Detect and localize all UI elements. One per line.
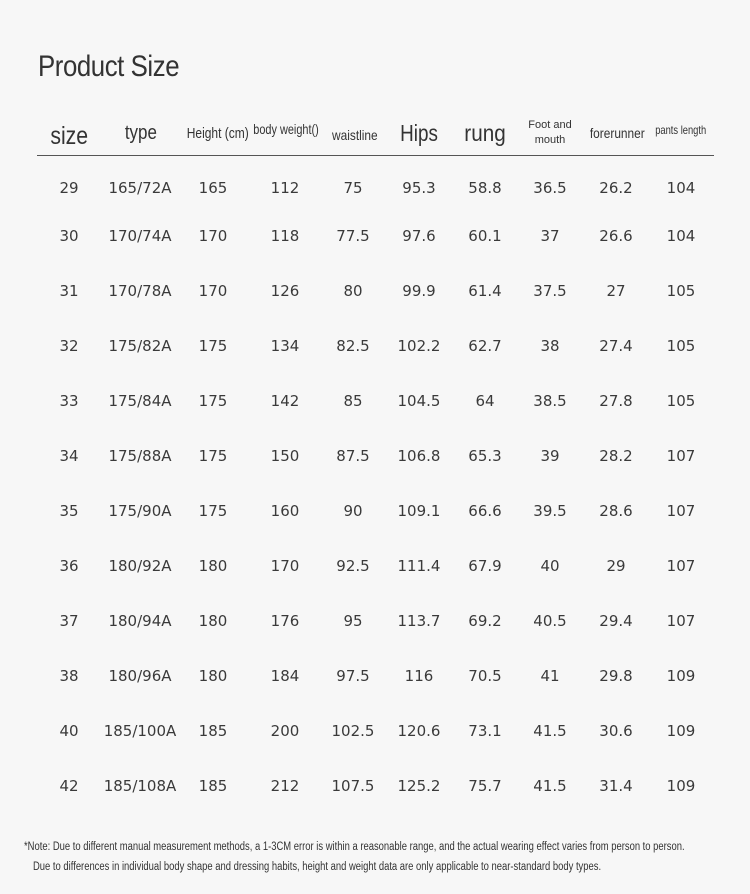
cell-height: 165 [198,179,228,197]
cell-type: 185/100A [103,722,177,740]
cell-type: 165/72A [108,179,172,197]
header-forerunner [584,110,650,156]
cell-body-weight: 112 [270,179,300,197]
cell-waistline: 82.5 [336,337,370,355]
cell-hips: 111.4 [397,557,441,575]
header-pants-length-label: pants length [655,123,707,137]
cell-body-weight: 126 [270,282,300,300]
cell-pants-length: 105 [666,392,696,410]
header-type [104,110,178,156]
cell-height: 170 [198,227,228,245]
table-row [0,331,750,361]
cell-foot-and-mouth: 40.5 [533,612,567,630]
header-body-weight [250,110,322,156]
cell-waistline: 80 [343,282,363,300]
cell-rung: 73.1 [468,722,502,740]
cell-body-weight: 212 [270,777,300,795]
cell-foot-and-mouth: 38.5 [533,392,567,410]
cell-pants-length: 107 [666,447,696,465]
cell-forerunner: 28.6 [599,502,633,520]
header-divider [37,155,714,156]
header-hips-label: Hips [400,119,438,146]
cell-pants-length: 104 [666,227,696,245]
cell-type: 175/90A [108,502,172,520]
cell-body-weight: 150 [270,447,300,465]
cell-size: 37 [59,612,79,630]
cell-body-weight: 142 [270,392,300,410]
cell-pants-length: 104 [666,179,696,197]
cell-rung: 60.1 [468,227,502,245]
cell-forerunner: 27.4 [599,337,633,355]
cell-body-weight: 118 [270,227,300,245]
cell-forerunner: 27.8 [599,392,633,410]
cell-hips: 104.5 [397,392,441,410]
cell-pants-length: 109 [666,777,696,795]
cell-size: 33 [59,392,79,410]
cell-size: 40 [59,722,79,740]
header-hips [386,110,452,156]
cell-waistline: 107.5 [331,777,375,795]
cell-size: 31 [59,282,79,300]
cell-foot-and-mouth: 37 [540,227,560,245]
cell-hips: 116 [404,667,434,685]
page-title: Product Size [38,50,180,83]
cell-size: 30 [59,227,79,245]
cell-body-weight: 176 [270,612,300,630]
cell-type: 170/74A [108,227,172,245]
table-header [0,110,750,156]
header-size [34,110,104,156]
cell-forerunner: 26.2 [599,179,633,197]
note-line-2: Due to differences in individual body shape and dressing habits, height and weight data are only applicable to near-standard body types. [33,861,602,873]
cell-hips: 99.9 [402,282,436,300]
cell-foot-and-mouth: 37.5 [533,282,567,300]
header-height-label: Height (cm) [186,124,249,142]
cell-hips: 95.3 [402,179,436,197]
cell-forerunner: 28.2 [599,447,633,465]
table-row [0,551,750,581]
cell-waistline: 95 [343,612,363,630]
cell-forerunner: 30.6 [599,722,633,740]
cell-forerunner: 29.8 [599,667,633,685]
cell-foot-and-mouth: 39 [540,447,560,465]
cell-type: 175/84A [108,392,172,410]
cell-rung: 69.2 [468,612,502,630]
cell-body-weight: 170 [270,557,300,575]
cell-size: 32 [59,337,79,355]
table-row [0,771,750,801]
cell-foot-and-mouth: 41.5 [533,777,567,795]
cell-hips: 120.6 [397,722,441,740]
cell-height: 175 [198,447,228,465]
cell-hips: 113.7 [397,612,441,630]
cell-forerunner: 29 [606,557,626,575]
table-row [0,221,750,251]
cell-hips: 97.6 [402,227,436,245]
cell-size: 34 [59,447,79,465]
cell-size: 38 [59,667,79,685]
cell-type: 180/94A [108,612,172,630]
cell-rung: 70.5 [468,667,502,685]
cell-waistline: 85 [343,392,363,410]
cell-rung: 61.4 [468,282,502,300]
cell-type: 180/96A [108,667,172,685]
header-foot-and-mouth-label: Foot and mouth [528,119,572,146]
cell-body-weight: 160 [270,502,300,520]
header-rung-label: rung [464,119,506,146]
cell-height: 180 [198,667,228,685]
cell-height: 185 [198,722,228,740]
cell-foot-and-mouth: 41.5 [533,722,567,740]
cell-rung: 75.7 [468,777,502,795]
cell-size: 35 [59,502,79,520]
cell-hips: 125.2 [397,777,441,795]
header-height [178,110,258,156]
table-row [0,441,750,471]
cell-foot-and-mouth: 41 [540,667,560,685]
cell-rung: 65.3 [468,447,502,465]
cell-hips: 106.8 [397,447,441,465]
cell-waistline: 97.5 [336,667,370,685]
cell-foot-and-mouth: 39.5 [533,502,567,520]
cell-height: 185 [198,777,228,795]
cell-foot-and-mouth: 40 [540,557,560,575]
cell-size: 29 [59,179,79,197]
cell-height: 170 [198,282,228,300]
cell-type: 185/108A [103,777,177,795]
header-rung [452,110,518,156]
cell-waistline: 75 [343,179,363,197]
note-line-1: *Note: Due to different manual measurement methods, a 1-3CM error is within a reasonable range, and the actual wearing effect varies from person to person. [24,841,685,853]
cell-rung: 58.8 [468,179,502,197]
table-row [0,386,750,416]
cell-body-weight: 184 [270,667,300,685]
cell-foot-and-mouth: 38 [540,337,560,355]
cell-waistline: 77.5 [336,227,370,245]
cell-foot-and-mouth: 36.5 [533,179,567,197]
cell-height: 180 [198,557,228,575]
header-pants-length [650,110,712,156]
cell-height: 175 [198,392,228,410]
cell-body-weight: 134 [270,337,300,355]
cell-forerunner: 27 [606,282,626,300]
cell-waistline: 87.5 [336,447,370,465]
cell-pants-length: 107 [666,502,696,520]
cell-pants-length: 105 [666,337,696,355]
cell-forerunner: 26.6 [599,227,633,245]
header-size-label: size [50,121,88,150]
table-row [0,276,750,306]
cell-rung: 67.9 [468,557,502,575]
cell-hips: 102.2 [397,337,441,355]
cell-pants-length: 109 [666,722,696,740]
table-row [0,606,750,636]
table-row [0,661,750,691]
header-body-weight-label: body weight() [253,121,319,137]
cell-type: 175/82A [108,337,172,355]
table-row [0,496,750,526]
cell-height: 175 [198,337,228,355]
header-waistline-label: waistline [332,126,378,143]
table-row [0,716,750,746]
cell-waistline: 92.5 [336,557,370,575]
cell-height: 175 [198,502,228,520]
cell-rung: 66.6 [468,502,502,520]
cell-hips: 109.1 [397,502,441,520]
cell-size: 36 [59,557,79,575]
cell-height: 180 [198,612,228,630]
cell-type: 175/88A [108,447,172,465]
cell-size: 42 [59,777,79,795]
cell-rung: 62.7 [468,337,502,355]
cell-waistline: 90 [343,502,363,520]
cell-body-weight: 200 [270,722,300,740]
header-waistline [320,110,390,156]
cell-type: 170/78A [108,282,172,300]
header-type-label: type [124,121,158,144]
cell-forerunner: 31.4 [599,777,633,795]
cell-pants-length: 107 [666,612,696,630]
cell-forerunner: 29.4 [599,612,633,630]
cell-pants-length: 107 [666,557,696,575]
cell-waistline: 102.5 [331,722,375,740]
cell-pants-length: 105 [666,282,696,300]
cell-rung: 64 [475,392,495,410]
cell-pants-length: 109 [666,667,696,685]
header-forerunner-label: forerunner [589,125,645,141]
table-row [0,173,750,203]
header-foot-and-mouth [520,110,580,156]
cell-type: 180/92A [108,557,172,575]
